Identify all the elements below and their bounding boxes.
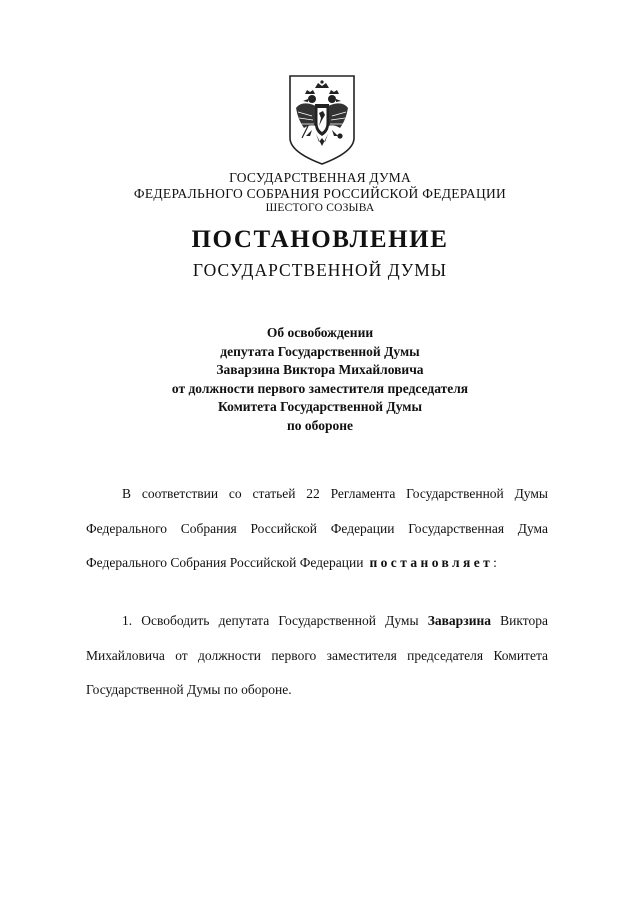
document-subtitle: ГОСУДАРСТВЕННОЙ ДУМЫ xyxy=(192,260,448,280)
org-name-line-1: ГОСУДАРСТВЕННАЯ ДУМА xyxy=(229,170,411,185)
item-1-text-start: 1. Освободить депутата Государственной Думы xyxy=(122,613,428,628)
item-1-text-end: Виктора xyxy=(491,613,548,628)
convocation-line: ШЕСТОГО СОЗЫВА xyxy=(265,202,375,214)
org-name-line-2: ФЕДЕРАЛЬНОГО СОБРАНИЯ РОССИЙСКОЙ ФЕДЕРАЦИИ xyxy=(133,186,507,201)
preamble-line-3 xyxy=(86,555,497,571)
preamble-line-1: В соответствии со статьей 22 Регламента Государственной Думы xyxy=(122,486,548,501)
preamble-text: Федерального Собрания Российской Федерации xyxy=(86,555,364,570)
item-1-line-1 xyxy=(122,613,548,629)
russian-coat-of-arms-icon xyxy=(288,74,356,166)
colon: : xyxy=(493,555,497,570)
item-1-line-2: Михайловича от должности первого заместителя председателя Комитета xyxy=(86,648,548,663)
document-type-title: ПОСТАНОВЛЕНИЕ xyxy=(191,226,449,253)
subject-line: Комитета Государственной Думы xyxy=(217,399,423,414)
subject-line: от должности первого заместителя председателя xyxy=(171,380,469,396)
subject-line: депутата Государственной Думы xyxy=(220,343,420,359)
subject-line: по обороне xyxy=(286,417,353,433)
resolves-keyword: постановляет xyxy=(369,555,494,570)
subject-line: Заварзина Виктора Михайловича xyxy=(216,362,424,377)
item-1-line-3: Государственной Думы по обороне. xyxy=(86,682,292,697)
deputy-surname: Заварзина xyxy=(427,613,492,628)
subject-line: Об освобождении xyxy=(266,325,374,340)
preamble-line-2: Федерального Собрания Российской Федерации Государственная Дума xyxy=(86,521,548,536)
document-subject xyxy=(0,324,640,435)
